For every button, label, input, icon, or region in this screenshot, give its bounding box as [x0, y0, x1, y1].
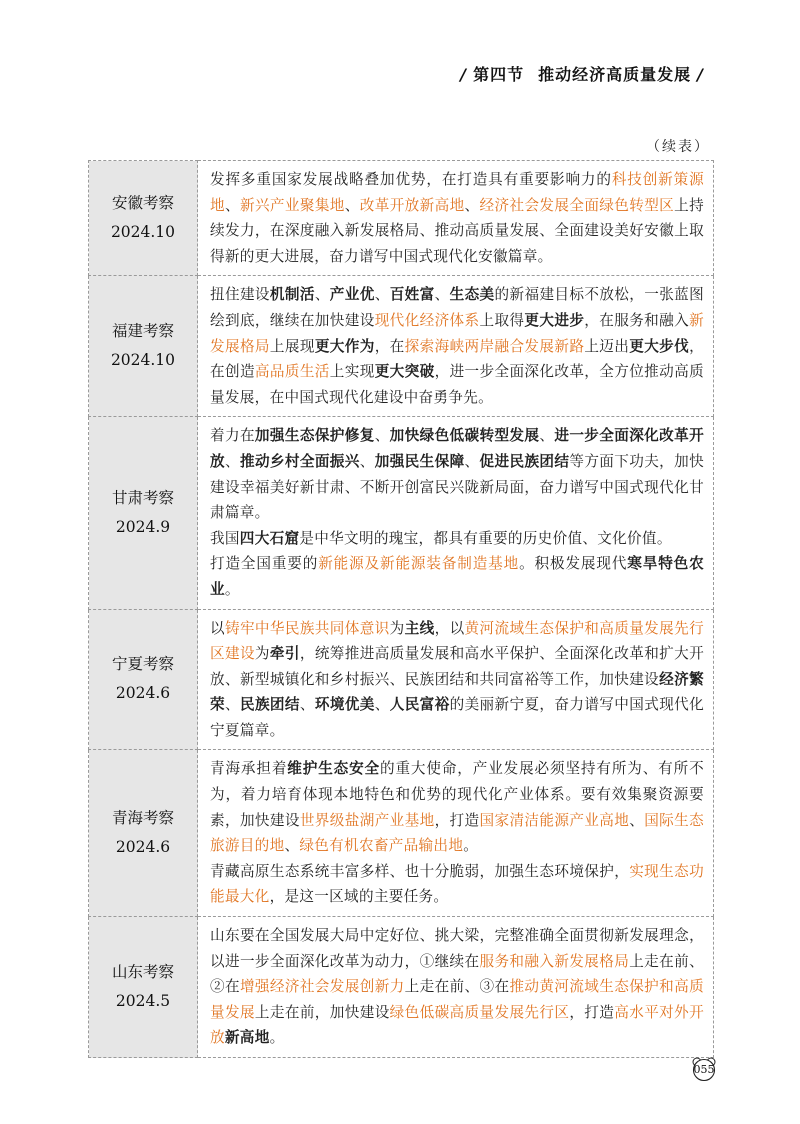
inspection-label-cell — [89, 750, 198, 917]
inspection-label-cell — [89, 161, 198, 276]
body-text: 上迈出 — [584, 337, 630, 355]
header-slash-left: / — [460, 65, 468, 84]
body-text: 、 — [299, 696, 315, 714]
bold-text: 环境优美 — [314, 696, 375, 714]
bold-text: 更大作为 — [314, 337, 375, 355]
highlight-text: 改革开放新高地 — [359, 196, 465, 214]
body-text: 青海承担着 — [210, 760, 288, 778]
inspection-date: 2024.6 — [115, 684, 171, 703]
body-text: 上实现 — [329, 363, 375, 381]
content-paragraph — [210, 923, 704, 1051]
body-text: 、 — [284, 837, 300, 855]
body-text: 、 — [374, 696, 390, 714]
body-text: 上展现 — [269, 337, 315, 355]
table-row — [89, 609, 714, 750]
highlight-text: 探索海峡两岸融合发展新路 — [404, 337, 585, 355]
body-text: 为 — [254, 645, 270, 663]
bold-text: 更大进步 — [524, 311, 585, 329]
body-text: 。 — [269, 1029, 285, 1047]
page-header — [454, 62, 710, 85]
bold-text: 生态美 — [449, 286, 495, 304]
body-text: 、 — [344, 196, 360, 214]
body-text: ，进一步全面深化改革，全方位推动高质量发展，在中国式现代化建设中奋勇争先。 — [210, 363, 704, 406]
highlight-text: 新发展格局 — [210, 311, 704, 355]
bold-text: 民族团结 — [239, 696, 300, 714]
bold-text: 新高地 — [224, 1029, 270, 1047]
body-text: ，统筹推进高质量发展和高水平保护、全面深化改革和扩大开放、新型城镇化和乡村振兴、民族团结和共同富裕等工作，加快建设 — [210, 645, 704, 688]
highlight-text: 高水平对外开放 — [210, 1003, 704, 1047]
body-text: 、 — [374, 286, 390, 304]
inspection-content-cell — [198, 750, 714, 917]
inspection-content-cell — [198, 609, 714, 750]
table-row — [89, 417, 714, 609]
inspection-date: 2024.10 — [110, 351, 176, 370]
body-text: 、 — [224, 696, 240, 714]
highlight-text: 推动黄河流域生态保护和高质量发展 — [210, 978, 704, 1021]
bold-text: 寒旱特色农业 — [210, 555, 704, 598]
inspection-content-cell — [198, 161, 714, 276]
body-text: 的新福建目标不放松，一张蓝图绘到底，继续在加快建设 — [210, 286, 705, 329]
body-text: ，在服务和融入 — [584, 311, 690, 329]
continued-label: （续表） — [646, 139, 710, 155]
body-text: 上走在前，加快建设 — [254, 1003, 390, 1021]
body-text: 、 — [374, 427, 390, 445]
bold-text: 加强民生保障 — [374, 452, 465, 470]
body-text: 上走在前、③在 — [404, 978, 510, 996]
body-text: 。 — [224, 580, 240, 598]
inspection-place: 甘肃考察 — [111, 488, 174, 507]
body-text: 、 — [359, 452, 375, 470]
header-slash-right: / — [697, 65, 704, 84]
body-text: 、 — [629, 811, 645, 829]
bold-text: 维护生态安全 — [287, 760, 381, 778]
body-text: 为 — [389, 619, 405, 637]
section-title: 推动经济高质量发展 — [538, 65, 692, 84]
highlight-text: 国家清洁能源产业高地 — [479, 811, 630, 829]
body-text: 、 — [434, 286, 450, 304]
body-text: 扭住建设 — [210, 286, 270, 304]
bold-text: 机制活 — [269, 286, 315, 304]
body-text: ，是这一区域的主要任务。 — [269, 888, 449, 906]
table-row — [89, 750, 714, 917]
inspection-place: 福建考察 — [111, 322, 174, 341]
body-text: 等方面下功夫，加快建设幸福美好新甘肃、不断开创富民兴陇新局面，奋力谱写中国式现代化甘肃篇章。 — [210, 452, 705, 522]
highlight-text: 高品质生活 — [254, 363, 330, 381]
highlight-text: 新能源及新能源装备制造基地 — [318, 555, 520, 573]
body-text: ，打造 — [434, 811, 480, 829]
section-number: 第四节 — [473, 65, 525, 84]
body-text: 、 — [224, 196, 240, 214]
body-text: 、 — [314, 286, 330, 304]
inspection-content-cell — [198, 276, 714, 417]
body-text: ，在 — [374, 337, 405, 355]
body-text: 的重大使命，产业发展必须坚持有所为、有所不为，着力培育体现本地特色和优势的现代化产业体系。要有效集聚资源要素，加快建设 — [210, 760, 704, 829]
body-text: 上持续发力，在深度融入新发展格局、推动高质量发展、全面建设美好安徽上取得新的更大进展，奋力谱写中国式现代化安徽篇章。 — [210, 196, 705, 265]
inspection-place: 安徽考察 — [111, 194, 174, 213]
bold-text: 更大步伐 — [629, 337, 690, 355]
page-number: 055 — [693, 1063, 715, 1076]
body-text: 、 — [464, 452, 480, 470]
highlight-text: 科技创新策源地 — [210, 171, 704, 214]
bold-text: 主线 — [404, 619, 435, 637]
highlight-text: 黄河流域生态保护和高质量发展先行区建设 — [210, 619, 704, 663]
inspection-date: 2024.6 — [115, 838, 171, 857]
content-paragraph — [210, 859, 704, 910]
inspection-date: 2024.9 — [115, 517, 171, 536]
bold-text: 推动乡村全面振兴 — [239, 452, 360, 470]
highlight-text: 世界级盐湖产业基地 — [299, 811, 435, 829]
bold-text: 四大石窟 — [239, 529, 300, 547]
inspection-date: 2024.10 — [110, 223, 176, 242]
body-text: 上取得 — [479, 311, 525, 329]
body-text: 打造全国重要的 — [210, 555, 319, 573]
body-text: 我国 — [210, 529, 240, 547]
bold-text: 进一步全面深化改革开放 — [210, 427, 704, 470]
body-text: 、 — [224, 452, 240, 470]
inspection-place: 宁夏考察 — [111, 655, 174, 674]
body-text: 。 — [463, 837, 479, 855]
body-text: 、 — [464, 196, 480, 214]
bold-text: 百姓富 — [389, 286, 435, 304]
body-text: 、 — [539, 427, 555, 445]
content-paragraph — [210, 282, 704, 410]
body-text: 上走在前、②在 — [210, 952, 704, 996]
inspection-place: 山东考察 — [111, 963, 174, 982]
body-text: 青藏高原生态系统丰富多样、也十分脆弱，加强生态环境保护， — [210, 862, 630, 880]
inspection-content-cell — [198, 917, 714, 1058]
body-text: 。积极发展现代 — [519, 555, 628, 573]
highlight-text: 绿色低碳高质量发展先行区 — [389, 1003, 570, 1021]
bold-text: 牵引 — [269, 645, 300, 663]
page-number-badge — [690, 1054, 718, 1082]
content-paragraph — [210, 756, 704, 858]
content-paragraph — [210, 526, 704, 552]
inspection-table — [88, 160, 714, 1058]
content-paragraph — [210, 551, 704, 602]
content-paragraph — [210, 423, 704, 525]
bold-text: 加快绿色低碳转型发展 — [389, 427, 540, 445]
table-row — [89, 161, 714, 276]
inspection-label-cell — [89, 276, 198, 417]
highlight-text: 经济社会发展全面绿色转型区 — [479, 196, 675, 214]
bold-text: 经济繁荣 — [210, 670, 704, 714]
body-text: 的美丽新宁夏，奋力谱写中国式现代化宁夏篇章。 — [210, 696, 705, 739]
bold-text: 产业优 — [329, 286, 375, 304]
inspection-label-cell — [89, 417, 198, 609]
bold-text: 更大突破 — [374, 363, 435, 381]
body-text: 是中华文明的瑰宝，都具有重要的历史价值、文化价值。 — [299, 529, 672, 547]
table-row — [89, 276, 714, 417]
content-paragraph — [210, 616, 704, 744]
bold-text: 人民富裕 — [389, 696, 450, 714]
highlight-text: 现代化经济体系 — [374, 311, 480, 329]
body-text: ，在创造 — [210, 337, 705, 381]
highlight-text: 实现生态功能最大化 — [210, 862, 704, 906]
content-paragraph — [210, 167, 704, 269]
highlight-text: 增强经济社会发展创新力 — [239, 978, 405, 996]
highlight-text: 绿色有机农畜产品输出地 — [299, 837, 464, 855]
bold-text: 加强生态保护修复 — [254, 427, 375, 445]
bold-text: 促进民族团结 — [479, 452, 570, 470]
inspection-place: 青海考察 — [111, 809, 174, 828]
table-row — [89, 917, 714, 1058]
body-text: 发挥多重国家发展战略叠加优势，在打造具有重要影响力的 — [210, 171, 612, 188]
highlight-text: 国际生态旅游目的地 — [210, 811, 705, 855]
highlight-text: 新兴产业聚集地 — [239, 196, 345, 214]
inspection-label-cell — [89, 917, 198, 1058]
body-text: 山东要在全国发展大局中定好位、挑大梁，完整准确全面贯彻新发展理念，以进一步全面深化改革为动力，①继续在 — [210, 927, 704, 970]
highlight-text: 服务和融入新发展格局 — [479, 952, 630, 970]
body-text: ，打造 — [569, 1003, 615, 1021]
body-text: ，以 — [434, 619, 465, 637]
inspection-label-cell — [89, 609, 198, 750]
body-text: 以 — [210, 619, 225, 637]
body-text: 着力在 — [210, 427, 255, 445]
inspection-date: 2024.5 — [115, 992, 171, 1011]
inspection-content-cell — [198, 417, 714, 609]
highlight-text: 铸牢中华民族共同体意识 — [224, 619, 390, 637]
